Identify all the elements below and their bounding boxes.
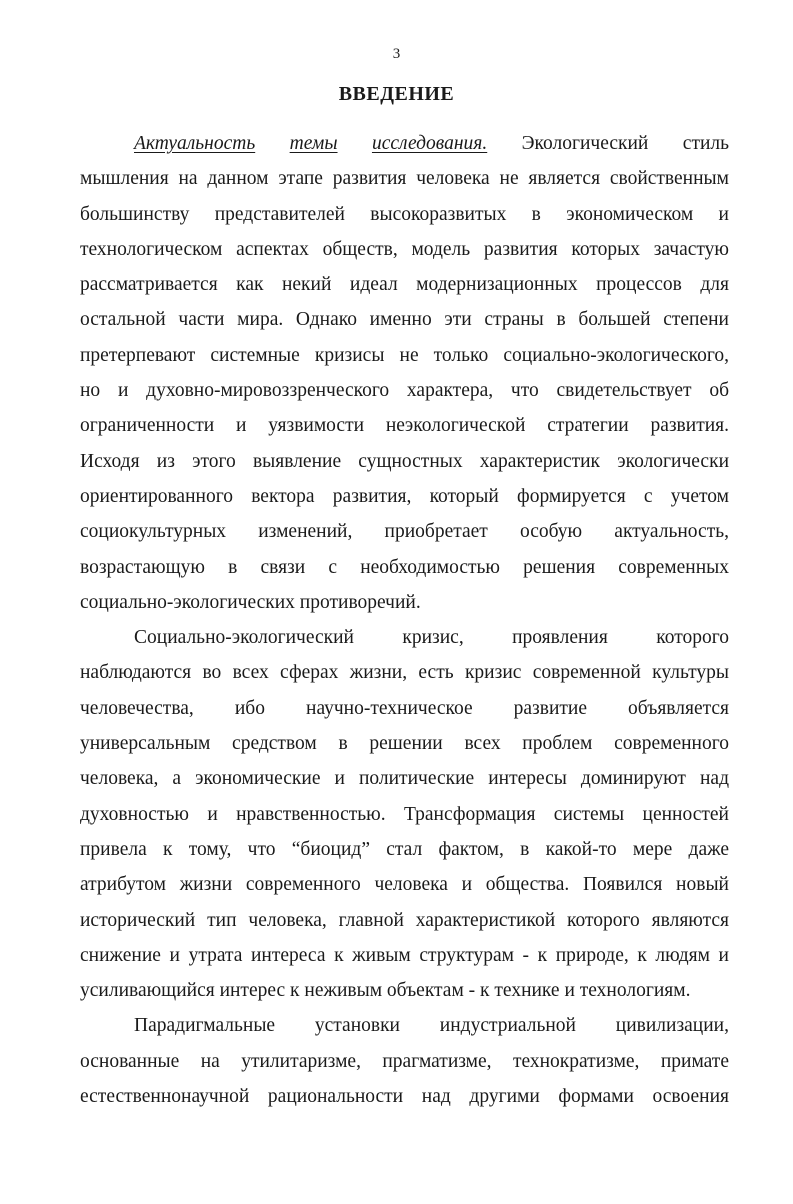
text-line xyxy=(80,514,729,549)
text-line xyxy=(80,691,729,726)
text-line xyxy=(80,938,729,973)
text-line xyxy=(80,585,729,620)
line-text: Исходя из этого выявление сущностных характеристик экологически xyxy=(80,450,729,472)
text-line xyxy=(80,867,729,902)
text-line xyxy=(80,338,729,373)
line-text: стиль xyxy=(682,133,729,154)
line-text: универсальным средством в решении всех проблем современного xyxy=(80,733,729,755)
page-number: 3 xyxy=(392,46,401,62)
text-line xyxy=(80,1044,729,1079)
text-line xyxy=(80,444,729,479)
line-text: остальной части мира. Однако именно эти страны в большей степени xyxy=(80,309,729,331)
text-line xyxy=(80,832,729,867)
line-text: социально-экологических противоречий. xyxy=(80,591,421,613)
line-text: но и духовно-мировоззренческого характера, что свидетельствует об xyxy=(80,380,729,402)
text-line xyxy=(80,797,729,832)
text-line xyxy=(80,620,729,655)
text-line xyxy=(80,655,729,690)
text-line xyxy=(80,479,729,514)
line-text: атрибутом жизни современного человека и общества. Появился новый xyxy=(80,874,729,896)
line-text: ориентированного вектора развития, который формируется с учетом xyxy=(80,485,729,507)
line-text: духовностью и нравственностью. Трансформация системы ценностей xyxy=(80,803,729,825)
text-line xyxy=(80,267,729,302)
line-text: технологическом аспектах обществ, модель развития которых зачастую xyxy=(80,238,729,260)
text-line xyxy=(80,1079,729,1114)
page-title: ВВЕДЕНИЕ xyxy=(338,83,455,105)
line-text: ограниченности и уязвимости неэкологической стратегии развития. xyxy=(80,415,729,437)
line-text: Парадигмальные установки индустриальной цивилизации, xyxy=(134,1015,729,1037)
line-text: привела к тому, что “биоцид” стал фактом, в какой-то мере даже xyxy=(80,838,729,860)
line-text: усиливающийся интерес к неживым объектам - к технике и технологиям. xyxy=(80,980,691,1002)
text-line xyxy=(80,197,729,232)
line-text: основанные на утилитаризме, прагматизме, технократизме, примате xyxy=(80,1050,729,1072)
section-lead-heading: исследования. xyxy=(371,133,488,154)
line-text: Экологический xyxy=(521,133,649,154)
section-lead-heading: темы xyxy=(289,133,338,154)
text-line xyxy=(80,726,729,761)
text-line xyxy=(80,126,729,161)
line-text: исторический тип человека, главной характеристикой которого являются xyxy=(80,909,729,931)
line-text: социокультурных изменений, приобретает особую актуальность, xyxy=(80,521,729,543)
line-text: Социально-экологический кризис, проявления которого xyxy=(134,627,729,649)
line-text: человека, а экономические и политические интересы доминируют над xyxy=(80,768,729,790)
text-line xyxy=(80,408,729,443)
text-line xyxy=(80,550,729,585)
line-text: мышления на данном этапе развития человека не является свойственным xyxy=(80,168,729,190)
body-text xyxy=(80,126,729,1114)
line-text: рассматривается как некий идеал модернизационных процессов для xyxy=(80,274,729,296)
line-text: наблюдаются во всех сферах жизни, есть кризис современной культуры xyxy=(80,662,729,684)
section-lead-heading: Актуальность xyxy=(134,133,256,154)
text-line xyxy=(80,161,729,196)
text-line xyxy=(80,973,729,1008)
line-text: снижение и утрата интереса к живым структурам - к природе, к людям и xyxy=(80,944,729,966)
line-text: большинству представителей высокоразвитых в экономическом и xyxy=(80,203,729,225)
text-line xyxy=(80,232,729,267)
line-text: претерпевают системные кризисы не только социально-экологического, xyxy=(80,344,729,366)
text-line xyxy=(80,903,729,938)
text-line xyxy=(80,761,729,796)
text-line xyxy=(80,373,729,408)
line-text: естественнонаучной рациональности над другими формами освоения xyxy=(80,1086,729,1108)
line-text: возрастающую в связи с необходимостью решения современных xyxy=(80,556,729,578)
text-line xyxy=(80,302,729,337)
text-line xyxy=(80,1008,729,1043)
line-text: человечества, ибо научно-техническое развитие объявляется xyxy=(80,697,729,719)
